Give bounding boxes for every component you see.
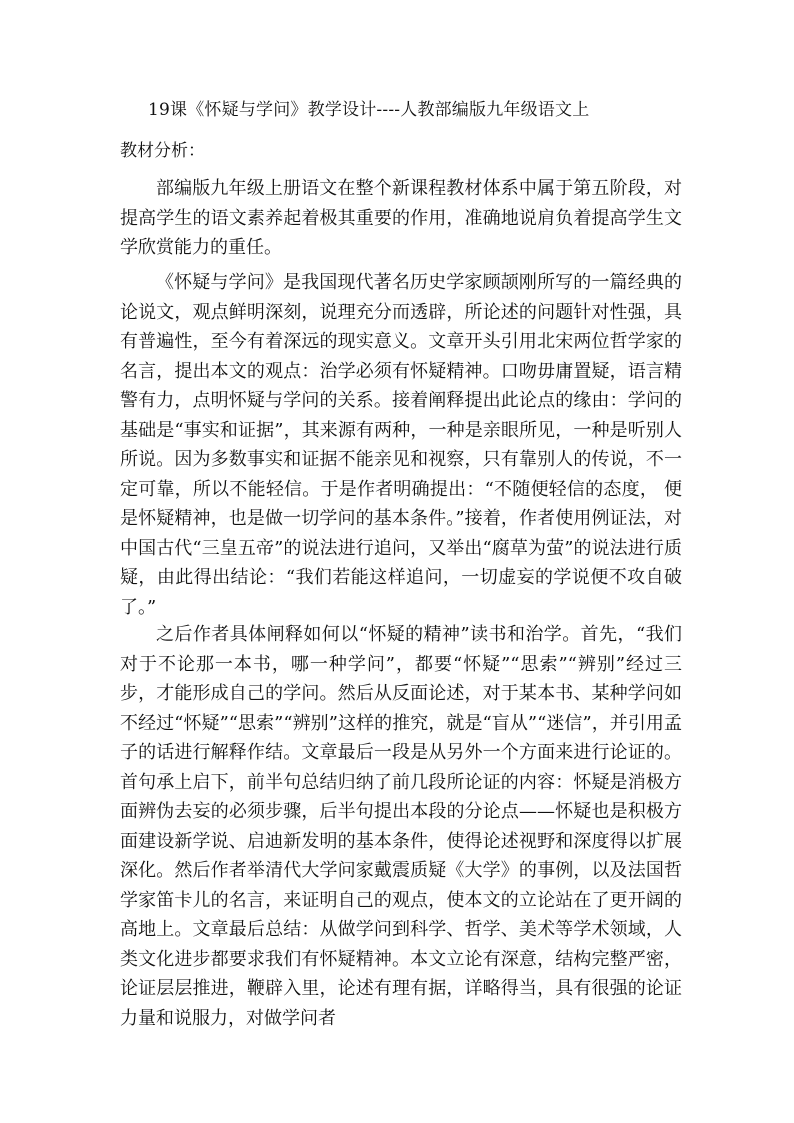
paragraph-3: 之后作者具体闸释如何以“怀疑的精神”读书和治学。首先，“我们对于不论那一本书，哪一种学问”，都要“怀疑”“思索”“辨别”经过三步，才能形成自己的学问。然后从反面论述，对于某本书、某种学问如不经过“怀疑”“思索”“辨别”这样的推究，就是“盲从”“迷信”，并引用孟子的话进行解释作结。文章最后一段是从另外一个方面来进行论证的。首句承上启下，前半句总结归纳了前几段所论证的内容：怀疑是消极方面辨伪去妄的必须步骤，后半句提出本段的分论点——怀疑也是积极方面建设新学说、启迪新发明的基本条件，使得论述视野和深度得以扩展深化。然后作者举清代大学问家戴震质疑《大学》的事例，以及法国哲学家笛卡儿的名言，来证明自己的观点，使本文的立论站在了更开阔的高地上。文章最后总结：从做学问到科学、哲学、美术等学术领域，人类文化进步都要求我们有怀疑精神。本文立论有深意，结构完整严密，论证层层推进，鞭辟入里，论述有理有据，详略得当，具有很强的论证力量和说服力，对做学问者: [120, 624, 682, 1029]
document-title: 19课《怀疑与学问》教学设计----人教部编版九年级语文上: [148, 100, 590, 120]
paragraph-1: 部编版九年级上册语文在整个新课程教材体系中属于第五阶段，对提高学生的语文素养起着极其重要的作用，准确地说肩负着提高学生文学欣赏能力的重任。: [120, 178, 682, 258]
paragraph-2: 《怀疑与学问》是我国现代著名历史学家顾颉刚所写的一篇经典的论说文，观点鲜明深刻，说理充分而透辟，所论述的问题针对性强，具有普遍性，至今有着深远的现实意义。文章开头引用北宋两位哲学家的名言，提出本文的观点：治学必须有怀疑精神。口吻毋庸置疑，语言精警有力，点明怀疑与学问的关系。接着阐释提出此论点的缘由：学问的基础是“事实和证据”，其来源有两种，一种是亲眼所见，一种是听别人所说。因为多数事实和证据不能亲见和视察，只有靠别人的传说，不一定可靠，所以不能轻信。于是作者明确提出：“不随便轻信的态度， 便是怀疑精神，也是做一切学问的基本条件。”接着，作者使用例证法，对中国古代“三皇五帝”的说法进行追问，又举出“腐草为萤”的说法进行质疑，由此得出结论：“我们若能这样追问，一切虚妄的学说便不攻自破了。”: [120, 272, 682, 618]
section-heading-textbook-analysis: 教材分析：: [120, 141, 205, 161]
